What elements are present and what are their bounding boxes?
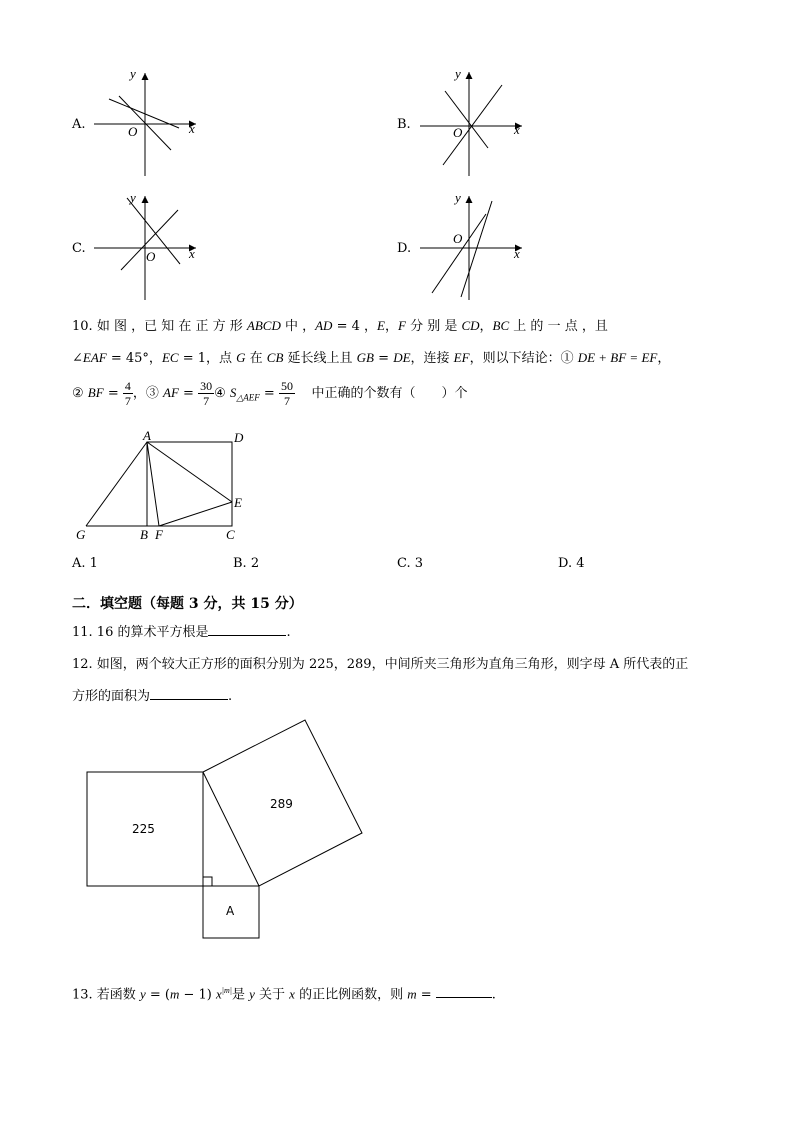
q12-square-225-label: 225: [132, 822, 155, 836]
option-c-label[interactable]: C.: [72, 241, 86, 256]
q12-line2: 方形的面积为 .: [72, 689, 233, 704]
q10-point-f: F: [155, 527, 163, 542]
q10-point-e: E: [234, 495, 242, 510]
option-a-origin-label: O: [128, 124, 138, 139]
option-b-y-label: y: [455, 66, 461, 81]
option-b-x-label: x: [514, 122, 520, 137]
option-c-origin-label: O: [146, 249, 156, 264]
q12-square-a-label: A: [226, 904, 235, 918]
option-d-label[interactable]: D.: [397, 241, 412, 256]
q10-choice-a[interactable]: A. 1: [72, 556, 98, 571]
q11-text: 11. 16 的算术平方根是 .: [72, 625, 291, 640]
q10-point-a: A: [143, 428, 151, 443]
option-b-origin-label: O: [453, 125, 463, 140]
q10-choice-c[interactable]: C. 3: [397, 556, 424, 571]
option-a-label[interactable]: A.: [72, 117, 86, 132]
q13-text: 13. 若函数 y = (m − 1) $x^{|m|}$是 y 关于 x 的正比例函数，则 m = .: [72, 986, 496, 1003]
q10-line2: ∠EAF = 45°，EC = 1，点 G 在 CB 延长线上且 GB = DE，连接 EF，则以下结论：① DE + BF = EF，: [72, 350, 671, 366]
q10-choice-d[interactable]: D. 4: [558, 556, 585, 571]
option-d-y-label: y: [455, 190, 461, 205]
q10-point-d: D: [234, 430, 244, 445]
option-a-x-label: x: [189, 121, 195, 136]
q10-point-g: G: [76, 527, 86, 542]
q10-point-c: C: [226, 527, 235, 542]
q12-line1: 12. 如图，两个较大正方形的面积分别为 225，289，中间所夹三角形为直角三角形，则字母 A 所代表的正: [72, 657, 689, 672]
q10-line1: 10. 如 图 ，已 知 在 正 方 形 ABCD 中 ，AD = 4 ，E，F 分 别 是 CD，BC 上 的 一 点 ，且: [72, 318, 608, 334]
q13-answer-blank[interactable]: [436, 997, 492, 998]
q12-square-289-label: 289: [270, 797, 293, 811]
q10-point-b: B: [140, 527, 148, 542]
option-a-y-label: y: [130, 66, 136, 81]
option-d-x-label: x: [514, 246, 520, 261]
option-c-x-label: x: [189, 246, 195, 261]
q10-choice-b[interactable]: B. 2: [233, 556, 260, 571]
option-d-origin-label: O: [453, 231, 463, 246]
option-c-y-label: y: [130, 190, 136, 205]
q10-line3: ② BF = $\frac{4}{7}$ ，③ AF = $\frac{30}{7}$ ④ $S_{\triangle AEF}$ = $\frac{50}{7}$ 中正确的个数有（ ）个: [72, 379, 468, 408]
section-2-title: 二．填空题（每题 3 分，共 15 分）: [72, 596, 303, 612]
option-b-label[interactable]: B.: [397, 117, 411, 132]
